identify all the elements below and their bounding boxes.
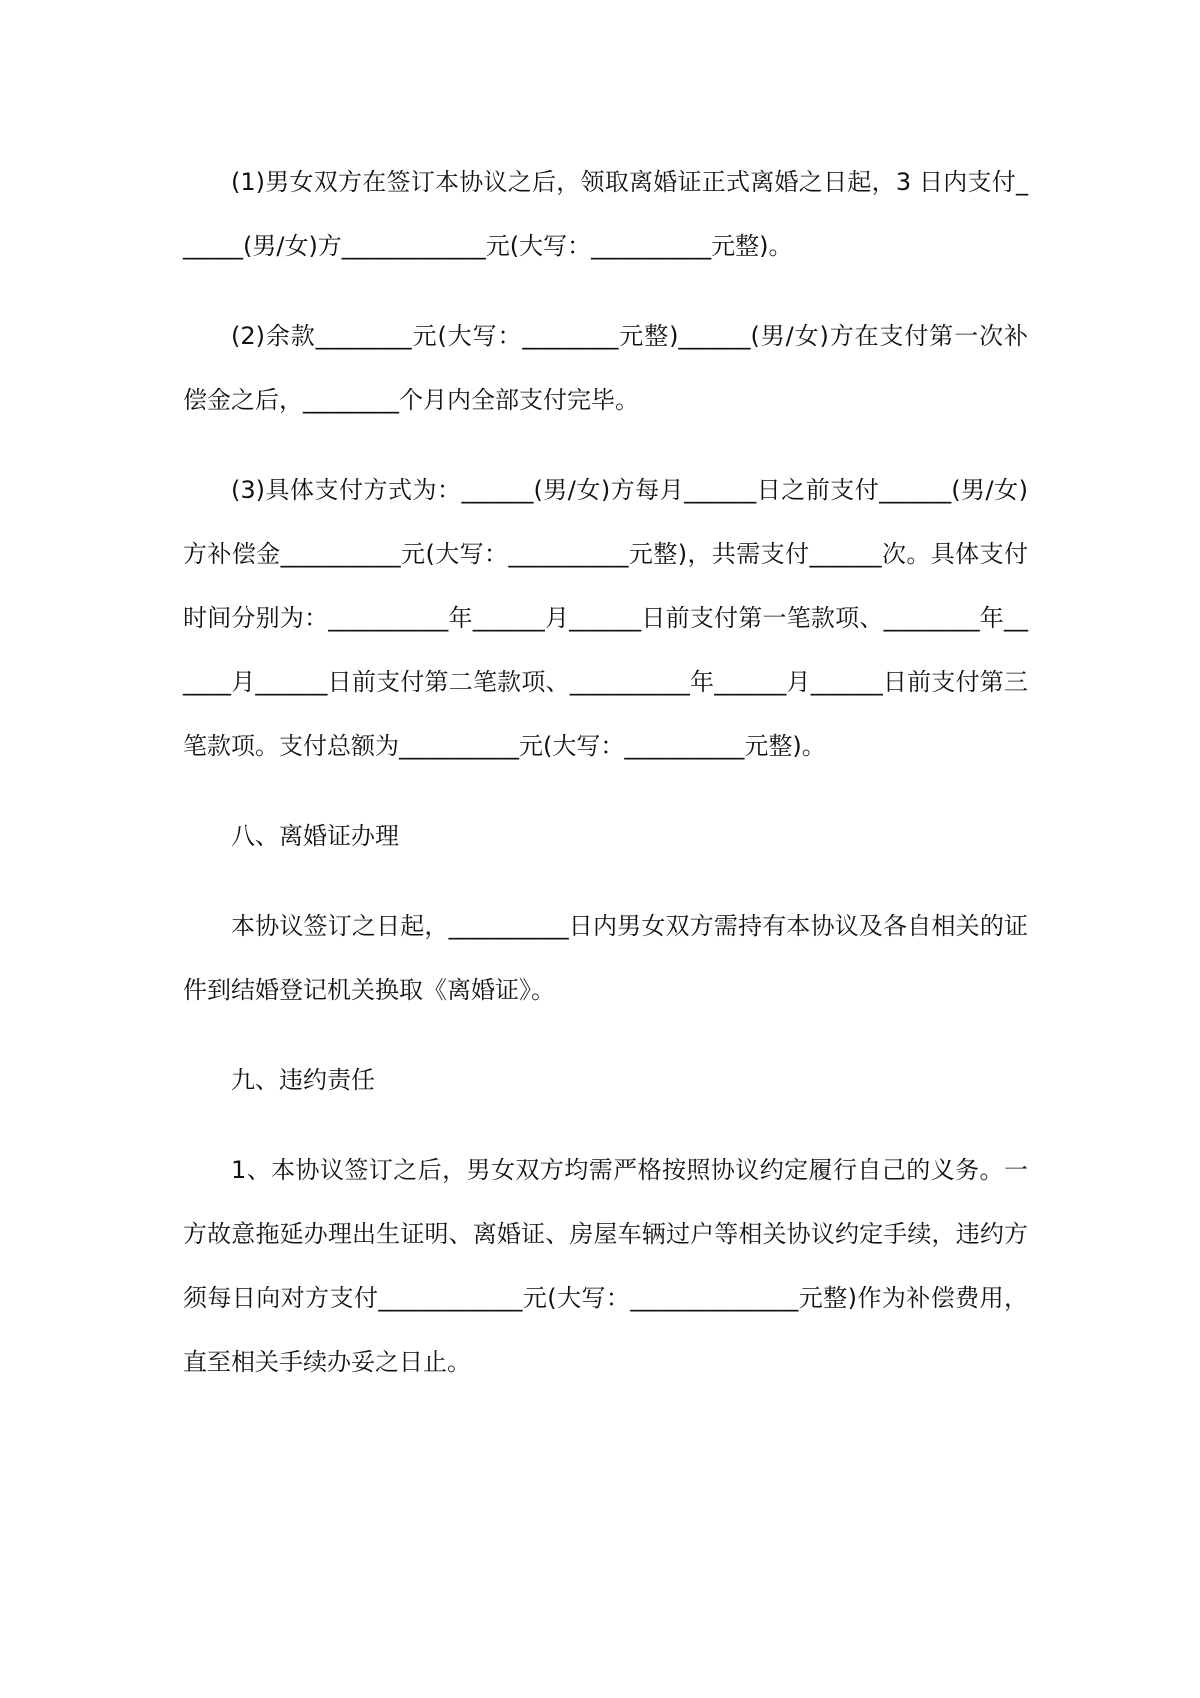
payment-clause-1: (1)男女双方在签订本协议之后，领取离婚证正式离婚之日起，3 日内支付______(男/女)方____________元(大写：__________元整)。 (183, 168, 1028, 260)
breach-liability-clause-1: 1、本协议签订之后，男女双方均需严格按照协议约定履行自己的义务。一方故意拖延办理出生证明、离婚证、房屋车辆过户等相关协议约定手续，违约方须每日向对方支付____________元(大写：______________元整)作为补偿费用，直至相关手续办妥之日止。 (183, 1156, 1028, 1376)
section-heading-breach-liability: 九、违约责任 (231, 1066, 375, 1094)
payment-clause-3: (3)具体支付方式为：______(男/女)方每月______日之前支付______(男/女)方补偿金__________元(大写：__________元整)，共需支付______次。具体支付时间分别为：__________年______月______日前支付第一笔款项、________年______月______日前支付第二笔款项、__________年______月______日前支付第三笔款项。支付总额为__________元(大写：__________元整)。 (183, 476, 1028, 760)
document-body (183, 150, 1028, 1420)
payment-clause-2: (2)余款________元(大写：________元整)______(男/女)方在支付第一次补偿金之后，________个月内全部支付完毕。 (183, 322, 1028, 414)
divorce-certificate-clause: 本协议签订之日起，__________日内男女双方需持有本协议及各自相关的证件到结婚登记机关换取《离婚证》。 (183, 912, 1028, 1004)
section-heading-divorce-certificate: 八、离婚证办理 (231, 822, 399, 850)
